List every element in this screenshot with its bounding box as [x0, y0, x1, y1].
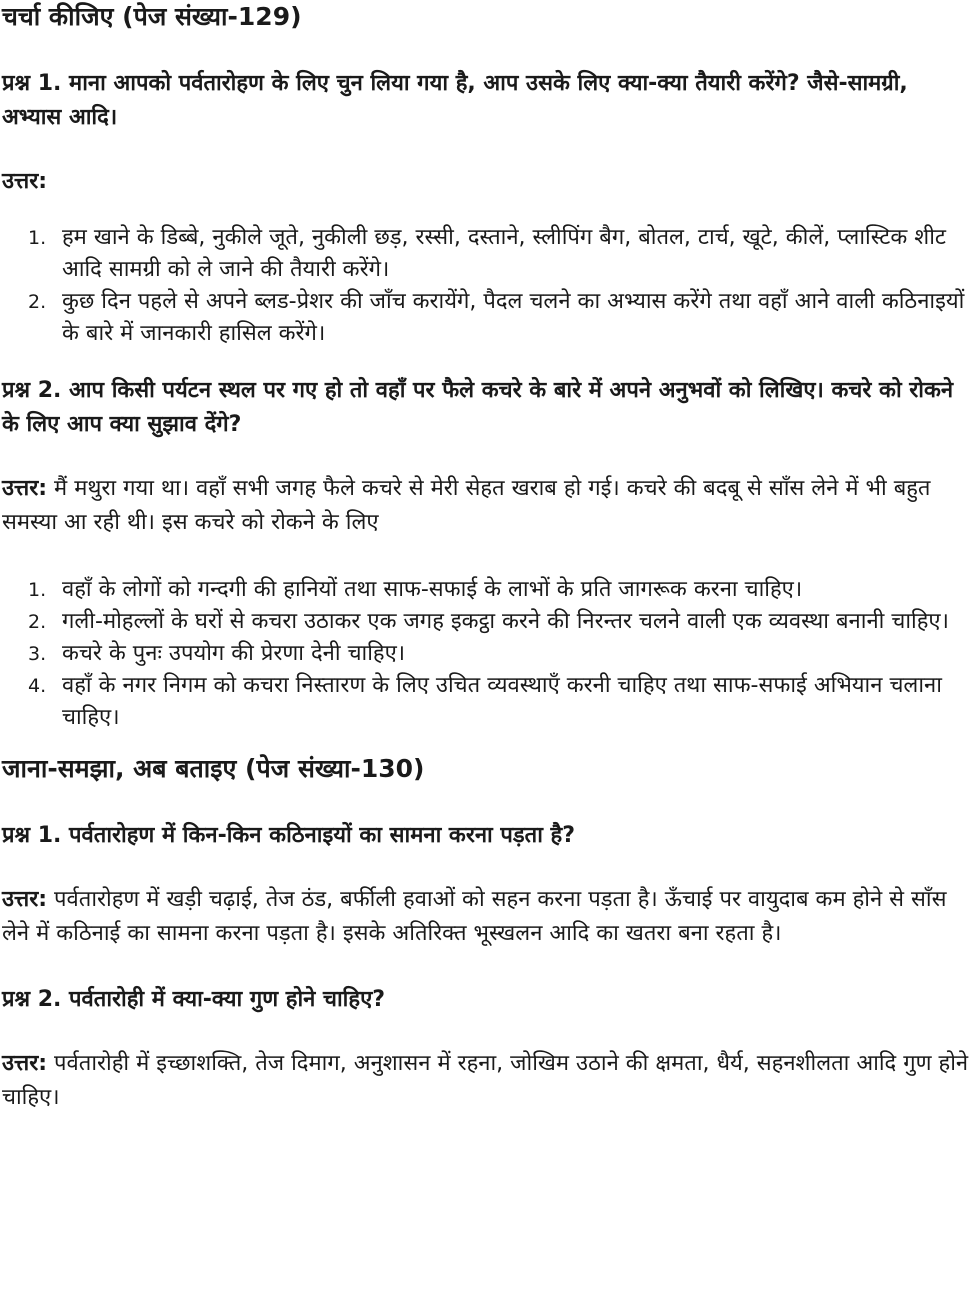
- list-item: [2, 222, 972, 286]
- question-1-mountaineering-prep: प्रश्न 1. माना आपको पर्वतारोहण के लिए चुन लिया गया है, आप उसके लिए क्या-क्या तैयारी करेंगे? जैसे-सामग्री, अभ्यास आदि।: [2, 71, 908, 130]
- question-2-tourist-waste: प्रश्न 2. आप किसी पर्यटन स्थल पर गए हो तो वहाँ पर फैले कचरे के बारे में अपने अनुभवों को लिखिए। कचरे को रोकने के लिए आप क्या सुझाव देंगे?: [2, 378, 954, 437]
- section-heading-jana-samjha: जाना-समझा, अब बताइए (पेज संख्या-130): [2, 754, 425, 783]
- answer-text: मैं मथुरा गया था। वहाँ सभी जगह फैले कचरे से मेरी सेहत खराब हो गई। कचरे की बदबू से साँस लेने में भी बहुत समस्या आ रही थी। इस कचरे को रोकने के लिए: [2, 476, 931, 535]
- answer-list: [2, 222, 972, 350]
- answer-text: पर्वतारोहण में खड़ी चढ़ाई, तेज ठंड, बर्फीली हवाओं को सहन करना पड़ता है। ऊँचाई पर वायुदाब कम होने से साँस लेने में कठिनाई का सामना करना पड़ता है। इसके अतिरिक्त भूस्खलन आदि का खतरा बना रहता है।: [2, 887, 947, 946]
- answer-label: उत्तर:: [2, 887, 48, 912]
- list-item: [2, 574, 972, 606]
- list-item-number: 1.: [28, 579, 47, 601]
- list-item: [2, 286, 972, 350]
- list-item-number: 4.: [28, 675, 47, 697]
- answer-label: उत्तर:: [2, 476, 48, 501]
- answer-paragraph: [2, 883, 972, 951]
- list-item-number: 3.: [28, 643, 47, 665]
- list-item-text: वहाँ के नगर निगम को कचरा निस्तारण के लिए उचित व्यवस्थाएँ करनी चाहिए तथा साफ-सफाई अभियान चलाना चाहिए।: [62, 673, 942, 730]
- question-2-mountaineer-qualities: प्रश्न 2. पर्वतारोही में क्या-क्या गुण होने चाहिए?: [2, 987, 385, 1012]
- list-item-text: कचरे के पुनः उपयोग की प्रेरणा देनी चाहिए।: [62, 641, 406, 666]
- list-item-number: 2.: [28, 291, 47, 313]
- answer-paragraph: [2, 1047, 972, 1115]
- question-1-mountaineering-difficulties: प्रश्न 1. पर्वतारोहण में किन-किन कठिनाइयों का सामना करना पड़ता है?: [2, 823, 575, 848]
- list-item: [2, 670, 972, 734]
- answer-label: उत्तर:: [2, 1051, 48, 1076]
- answer-list: [2, 574, 972, 734]
- list-item-text: वहाँ के लोगों को गन्दगी की हानियों तथा साफ-सफाई के लाभों के प्रति जागरूक करना चाहिए।: [62, 577, 803, 602]
- answer-text: पर्वतारोही में इच्छाशक्ति, तेज दिमाग, अनुशासन में रहना, जोखिम उठाने की क्षमता, धैर्य, सहनशीलता आदि गुण होने चाहिए।: [2, 1051, 969, 1110]
- answer-label: उत्तर:: [2, 169, 48, 194]
- list-item-text: कुछ दिन पहले से अपने ब्लड-प्रेशर की जाँच करायेंगे, पैदल चलने का अभ्यास करेंगे तथा वहाँ आने वाली कठिनाइयों के बारे में जानकारी हासिल करेंगे।: [62, 289, 965, 346]
- list-item-text: गली-मोहल्लों के घरों से कचरा उठाकर एक जगह इकट्ठा करने की निरन्तर चलने वाली एक व्यवस्था बनानी चाहिए।: [62, 609, 949, 634]
- list-item-number: 1.: [28, 227, 47, 249]
- list-item-text: हम खाने के डिब्बे, नुकीले जूते, नुकीली छड़, रस्सी, दस्ताने, स्लीपिंग बैग, बोतल, टार्च, खूटे, कीलें, प्लास्टिक शीट आदि सामग्री को ले जाने की तैयारी करेंगे।: [62, 225, 946, 282]
- list-item: [2, 606, 972, 638]
- list-item: [2, 638, 972, 670]
- list-item-number: 2.: [28, 611, 47, 633]
- section-heading-charcha: चर्चा कीजिए (पेज संख्या-129): [2, 2, 302, 31]
- answer-paragraph: [2, 472, 972, 540]
